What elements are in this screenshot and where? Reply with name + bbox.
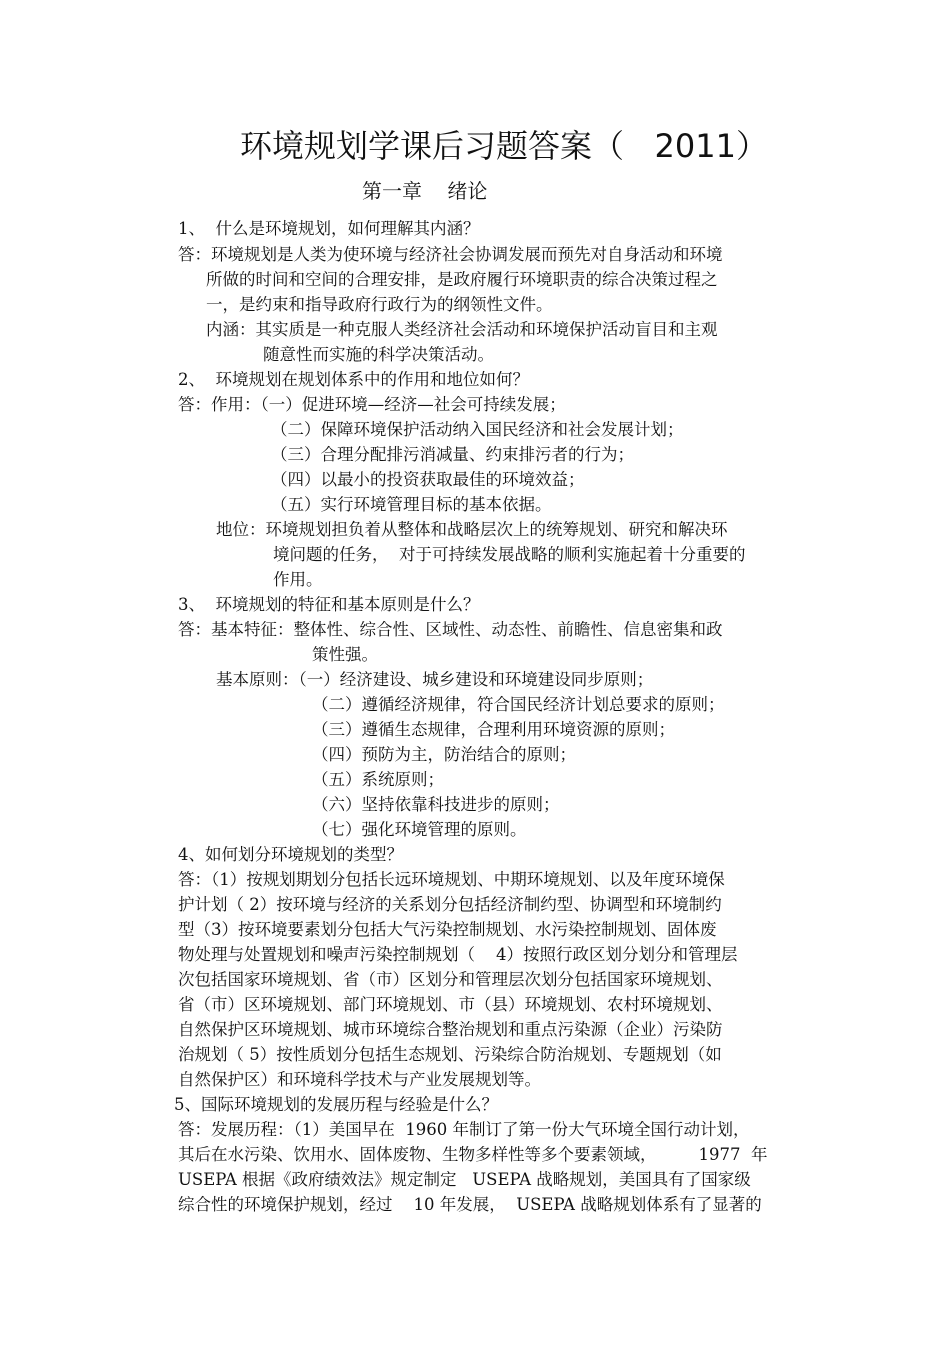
answer-line: 治规划（ 5）按性质划分包括生态规划、污染综合防治规划、专题规划（如	[178, 1045, 722, 1064]
answer-line: 作用。	[273, 570, 323, 589]
question-3: 3、 环境规划的特征和基本原则是什么？	[178, 595, 480, 614]
answer-line: 策性强。	[312, 645, 378, 664]
answer-line: （三）合理分配排污消减量、约束排污者的行为；	[271, 445, 634, 464]
answer-line: 内涵：其实质是一种克服人类经济社会活动和环境保护活动盲目和主观	[206, 320, 718, 339]
answer-line: 省（市）区环境规划、部门环境规划、市（县）环境规划、农村环境规划、	[178, 995, 723, 1014]
answer-line: （二）遵循经济规律，符合国民经济计划总要求的原则；	[312, 695, 725, 714]
answer-line: （三）遵循生态规律，合理利用环境资源的原则；	[312, 720, 675, 739]
question-5: 5、国际环境规划的发展历程与经验是什么？	[174, 1095, 498, 1114]
question-4: 4、如何划分环境规划的类型？	[178, 845, 403, 864]
answer-line: （二）保障环境保护活动纳入国民经济和社会发展计划；	[271, 420, 684, 439]
answer-line: 综合性的环境保护规划，经过 10 年发展， USEPA 战略规划体系有了显著的	[178, 1195, 762, 1214]
question-2: 2、 环境规划在规划体系中的作用和地位如何？	[178, 370, 529, 389]
answer-line: 答：（1）按规划期划分包括长远环境规划、中期环境规划、以及年度环境保	[178, 870, 725, 889]
answer-line: （七）强化环境管理的原则。	[312, 820, 527, 839]
answer-line: 答：发展历程：（1）美国早在 1960 年制订了第一份大气环境全国行动计划，	[178, 1120, 750, 1139]
answer-line: （五）实行环境管理目标的基本依据。	[271, 495, 552, 514]
answer-line: 其后在水污染、饮用水、固体废物、生物多样性等多个要素领域， 1977 年	[178, 1145, 768, 1164]
answer-line: 次包括国家环境规划、省（市）区划分和管理层次划分包括国家环境规划、	[178, 970, 723, 989]
answer-line: 随意性而实施的科学决策活动。	[263, 345, 494, 364]
answer-line: 护计划（ 2）按环境与经济的关系划分包括经济制约型、协调型和环境制约	[178, 895, 722, 914]
answer-line: 基本原则：（一）经济建设、城乡建设和环境建设同步原则；	[216, 670, 654, 689]
answer-line: （五）系统原则；	[312, 770, 444, 789]
answer-line: 一，是约束和指导政府行政行为的纲领性文件。	[206, 295, 553, 314]
answer-line: 物处理与处置规划和噪声污染控制规划（ 4）按照行政区划分划分和管理层	[178, 945, 738, 964]
answer-line: （四）预防为主，防治结合的原则；	[312, 745, 576, 764]
answer-line: 型（3）按环境要素划分包括大气污染控制规划、水污染控制规划、固体废	[178, 920, 717, 939]
answer-line: 自然保护区环境规划、城市环境综合整治规划和重点污染源（企业）污染防	[178, 1020, 723, 1039]
answer-line: 答：基本特征：整体性、综合性、区域性、动态性、前瞻性、信息密集和政	[178, 620, 723, 639]
answer-line: 答：作用：（一）促进环境—经济—社会可持续发展；	[178, 395, 566, 414]
answer-line: 自然保护区）和环境科学技术与产业发展规划等。	[178, 1070, 541, 1089]
answer-line: 所做的时间和空间的合理安排，是政府履行环境职责的综合决策过程之	[206, 270, 718, 289]
answer-line: USEPA 根据《政府绩效法》规定制定 USEPA 战略规划，美国具有了国家级	[178, 1170, 751, 1189]
answer-line: （六）坚持依靠科技进步的原则；	[312, 795, 560, 814]
answer-line: 境问题的任务， 对于可持续发展战略的顺利实施起着十分重要的	[273, 545, 746, 564]
chapter-heading: 第一章 绪论	[362, 179, 488, 203]
answer-line: 答：环境规划是人类为使环境与经济社会协调发展而预先对自身活动和环境	[178, 245, 723, 264]
question-1: 1、 什么是环境规划，如何理解其内涵？	[178, 219, 480, 238]
answer-line: 地位：环境规划担负着从整体和战略层次上的统筹规划、研究和解决环	[216, 520, 728, 539]
answer-line: （四）以最小的投资获取最佳的环境效益；	[271, 470, 585, 489]
document-title: 环境规划学课后习题答案（ 2011）	[240, 127, 768, 165]
